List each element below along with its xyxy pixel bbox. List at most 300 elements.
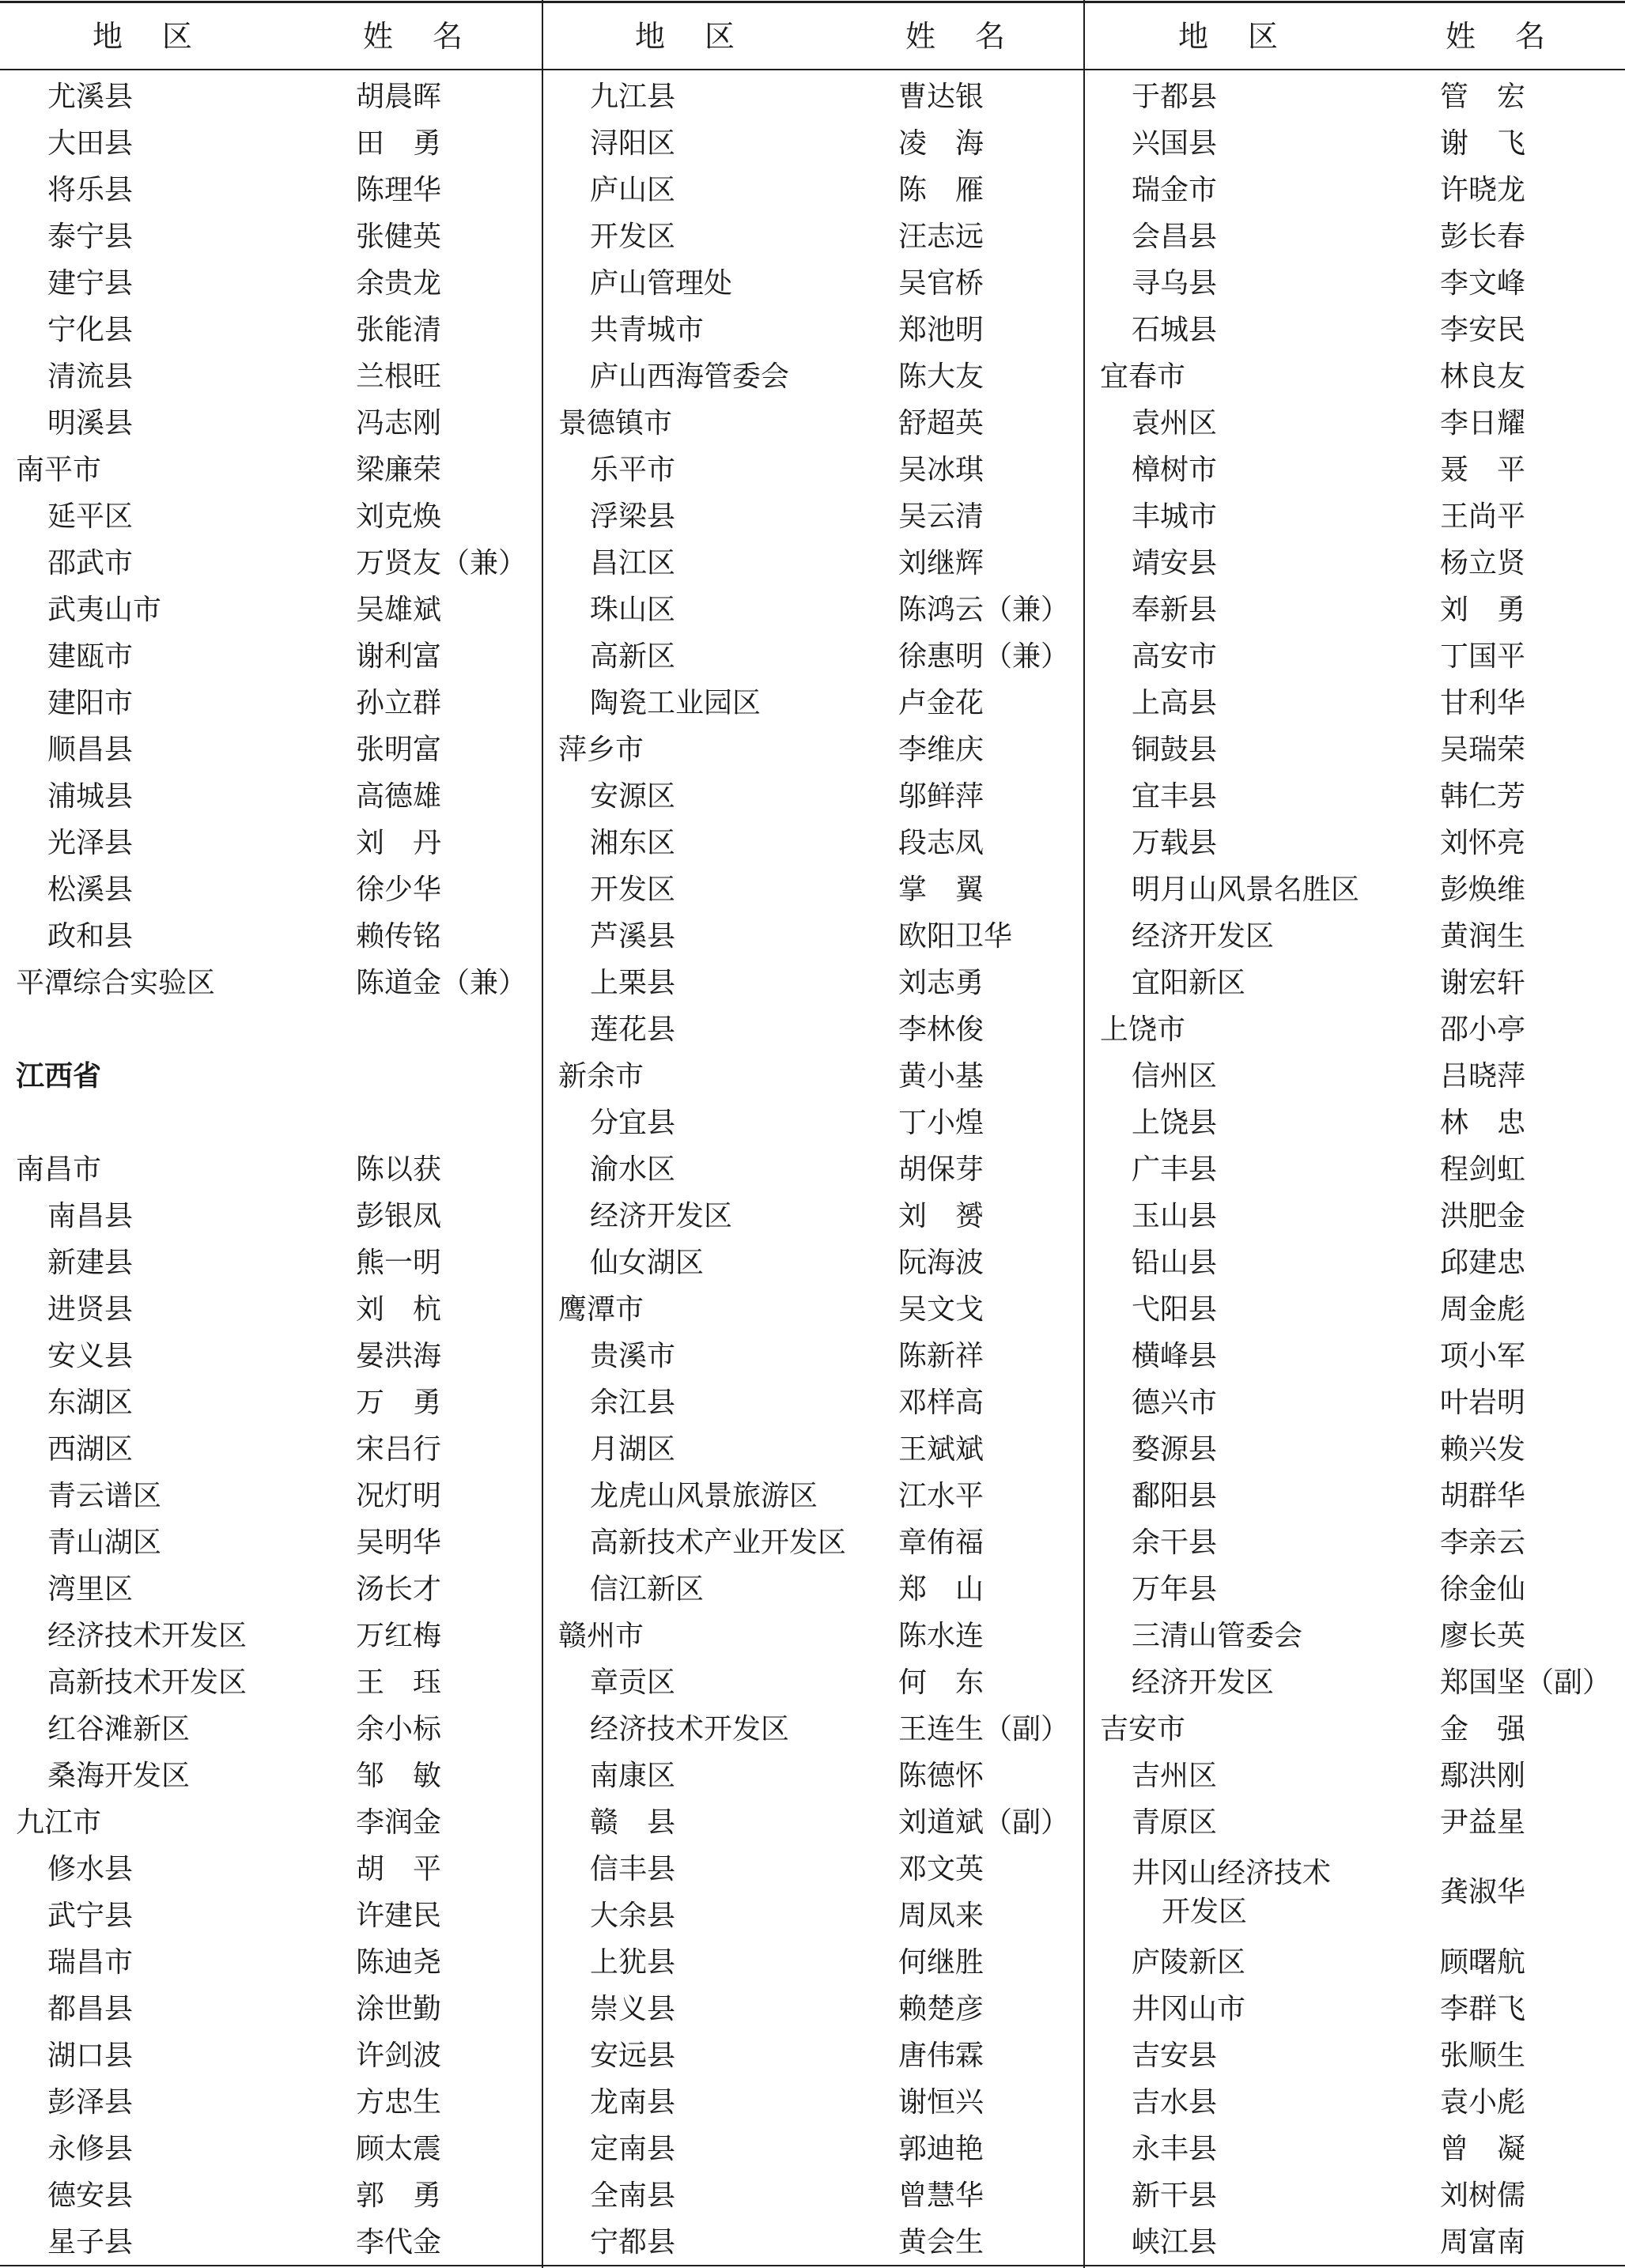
city-row [0,447,542,493]
table-row [542,680,1083,726]
table-row [0,1426,542,1473]
name-cell: 金 强 [1440,1713,1526,1745]
table-row [542,167,1083,213]
table-row [0,1613,542,1659]
header-name: 姓 名 [1445,19,1550,54]
table-row [542,493,1083,540]
region-cell: 经济开发区 [1132,920,1275,953]
table-row [0,74,542,120]
table-row [542,633,1083,680]
table-row [1084,2126,1625,2172]
table-row [0,2219,542,2266]
region-cell: 昌江区 [590,547,676,579]
region-cell: 上犹县 [590,1946,676,1979]
name-cell: 阮海波 [898,1247,984,1279]
city-row [542,1053,1083,1100]
city-row [1084,1006,1625,1053]
name-cell: 吴云清 [898,500,984,533]
name-cell: 刘 杭 [356,1293,442,1326]
table-row [542,866,1083,913]
region-cell: 开发区 [590,221,676,253]
name-cell: 李日耀 [1440,407,1526,440]
name-cell: 林良友 [1440,360,1526,393]
region-cell: 余江县 [590,1387,676,1419]
name-cell: 聂 平 [1440,454,1526,486]
region-cell: 浦城县 [47,780,134,813]
name-cell: 张健英 [356,221,442,253]
name-cell: 刘克焕 [356,500,442,533]
table-row [0,2079,542,2126]
province-heading-row [0,1053,542,1100]
table-row [1084,260,1625,307]
table-row [542,1753,1083,1799]
region-line: 井冈山经济技术 [1132,1857,1332,1889]
region-cell: 上饶县 [1132,1107,1218,1139]
region-cell: 政和县 [47,920,134,953]
table-row [1084,400,1625,447]
table-row [0,2126,542,2172]
region-cell: 珠山区 [590,594,676,626]
region-cell: 大田县 [47,127,134,160]
region-cell: 龙南县 [590,2086,676,2119]
name-cell: 郭 勇 [356,2179,442,2212]
region-cell: 吉州区 [1132,1760,1218,1792]
table-row [1084,540,1625,587]
name-cell: 邹 敏 [356,1760,442,1792]
table-row [1084,2079,1625,2126]
city-row [542,1286,1083,1333]
name-cell: 郑池明 [898,314,984,346]
region-cell: 信江新区 [590,1573,705,1606]
table-row [0,2172,542,2219]
header-name: 姓 名 [905,19,1010,54]
name-cell: 郑国坚（副） [1440,1666,1612,1699]
name-cell: 胡 平 [356,1853,442,1885]
name-cell: 梁廉荣 [356,454,442,486]
table-row [1084,1286,1625,1333]
name-cell: 高德雄 [356,780,442,813]
name-cell: 刘 丹 [356,827,442,859]
name-cell: 张明富 [356,734,442,766]
region-cell: 开发区 [590,874,676,906]
region-cell: 万载县 [1132,827,1218,859]
table-row [542,1006,1083,1053]
table-row [1084,1566,1625,1613]
region-cell: 高安市 [1132,640,1218,673]
name-cell: 刘继辉 [898,547,984,579]
table-row [1084,1799,1625,1846]
table-row [0,1473,542,1519]
name-cell: 兰根旺 [356,360,442,393]
region-cell: 西湖区 [47,1433,134,1466]
table-row [1084,1753,1625,1799]
name-cell: 孙立群 [356,687,442,719]
region-cell: 安源区 [590,780,676,813]
table-row [0,820,542,866]
region-cell: 湖口县 [47,2040,134,2072]
name-cell: 黄润生 [1440,920,1526,953]
table-row [542,1659,1083,1706]
region-cell: 婺源县 [1132,1433,1218,1466]
region-cell: 崇义县 [590,1993,676,2025]
region-cell: 都昌县 [47,1993,134,2025]
name-cell: 周凤来 [898,1900,984,1932]
region-cell: 浮梁县 [590,500,676,533]
table-row [1084,1379,1625,1426]
name-cell: 陈鸿云（兼） [898,594,1070,626]
table-row [0,2032,542,2079]
table-row [1084,1053,1625,1100]
city-row [0,1799,542,1846]
region-cell: 庐陵新区 [1132,1946,1246,1979]
region-cell: 奉新县 [1132,594,1218,626]
table-row [0,866,542,913]
table-row [1084,2032,1625,2079]
region-cell: 武夷山市 [47,594,162,626]
name-cell: 掌 翼 [898,874,984,906]
region-cell: 武宁县 [47,1900,134,1932]
region-cell: 进贤县 [47,1293,134,1326]
region-cell: 高新技术产业开发区 [590,1526,847,1559]
name-cell: 管 宏 [1440,81,1526,113]
table-row [542,913,1083,960]
table-row [0,167,542,213]
table-row [1084,1659,1625,1706]
name-cell: 谢宏轩 [1440,967,1526,999]
table-row [1084,1846,1625,1939]
region-cell: 兴国县 [1132,127,1218,160]
table-row [0,773,542,820]
region-cell: 樟树市 [1132,454,1218,486]
table-row [542,1986,1083,2032]
table-row [0,680,542,726]
name-cell: 胡群华 [1440,1480,1526,1512]
name-cell: 陈以获 [356,1153,442,1186]
region-cell: 永丰县 [1132,2133,1218,2165]
header-rule [0,69,1625,70]
name-cell: 谢 飞 [1440,127,1526,160]
region-cell: 宁都县 [590,2226,676,2259]
table-row [542,2172,1083,2219]
table-row [1084,1146,1625,1193]
region-line: 开发区 [1162,1896,1248,1928]
region-cell: 靖安县 [1132,547,1218,579]
name-cell: 邱建忠 [1440,1247,1526,1279]
blank-row [0,1100,542,1146]
province-heading: 江西省 [16,1060,102,1092]
name-cell: 陈 雁 [898,174,984,206]
name-cell: 李代金 [356,2226,442,2259]
name-cell: 许剑波 [356,2040,442,2072]
table-row [542,1333,1083,1379]
name-cell: 卢金花 [898,687,984,719]
region-cell: 光泽县 [47,827,134,859]
region-cell: 明溪县 [47,407,134,440]
region-cell: 余干县 [1132,1526,1218,1559]
region-cell: 高新区 [590,640,676,673]
name-cell: 余小标 [356,1713,442,1745]
name-cell: 况灯明 [356,1480,442,1512]
table-row [1084,1613,1625,1659]
name-cell: 吴文戈 [898,1293,984,1326]
table-row [542,2219,1083,2266]
city-row [1084,353,1625,400]
table-row [0,1659,542,1706]
name-cell: 刘树儒 [1440,2179,1526,2212]
table-row [0,1706,542,1753]
table-row [0,1193,542,1240]
region-cell: 鹰潭市 [558,1293,644,1326]
region-cell: 南昌县 [47,1200,134,1232]
region-cell: 贵溪市 [590,1340,676,1372]
name-cell: 陈德怀 [898,1760,984,1792]
region-cell: 于都县 [1132,81,1218,113]
table-row [1084,587,1625,633]
table-row [542,1706,1083,1753]
name-cell: 徐金仙 [1440,1573,1526,1606]
table-row [0,1333,542,1379]
region-cell: 吉安县 [1132,2040,1218,2072]
header-region: 地 区 [634,19,739,54]
name-cell: 廖长英 [1440,1620,1526,1652]
region-cell: 将乐县 [47,174,134,206]
region-cell: 湾里区 [47,1573,134,1606]
table-row [0,260,542,307]
table-row [0,353,542,400]
table-row [542,120,1083,167]
region-cell: 章贡区 [590,1666,676,1699]
name-cell: 黄小基 [898,1060,984,1092]
name-cell: 宋吕行 [356,1433,442,1466]
city-row [542,1613,1083,1659]
table-row [0,1846,542,1893]
name-cell: 陈大友 [898,360,984,393]
table-row [1084,633,1625,680]
region-cell: 宜阳新区 [1132,967,1246,999]
name-cell: 赖楚彦 [898,1993,984,2025]
name-cell: 袁小彪 [1440,2086,1526,2119]
name-cell: 汤长才 [356,1573,442,1606]
region-cell: 德兴市 [1132,1387,1218,1419]
region-cell [1132,1854,1331,1931]
table-row [542,307,1083,353]
name-cell: 涂世勤 [356,1993,442,2025]
table-row [0,1986,542,2032]
table-row [542,353,1083,400]
name-cell: 李林俊 [898,1013,984,1046]
name-cell: 刘道斌（副） [898,1806,1070,1839]
region-cell: 松溪县 [47,874,134,906]
name-cell: 陈新祥 [898,1340,984,1372]
region-cell: 上饶市 [1100,1013,1186,1046]
region-cell: 经济开发区 [1132,1666,1275,1699]
region-cell: 袁州区 [1132,407,1218,440]
region-cell: 平潭综合实验区 [16,967,216,999]
table-row [1084,307,1625,353]
region-cell: 信丰县 [590,1853,676,1885]
region-cell: 寻乌县 [1132,267,1218,300]
name-cell: 刘 勇 [1440,594,1526,626]
region-cell: 共青城市 [590,314,705,346]
table-row [1084,960,1625,1006]
name-cell: 韩仁芳 [1440,780,1526,813]
name-cell: 李维庆 [898,734,984,766]
region-cell: 芦溪县 [590,920,676,953]
table-row [1084,773,1625,820]
region-cell: 德安县 [47,2179,134,2212]
region-cell: 经济技术开发区 [47,1620,248,1652]
region-cell: 庐山区 [590,174,676,206]
region-cell: 湘东区 [590,827,676,859]
name-cell: 江水平 [898,1480,984,1512]
region-cell: 建宁县 [47,267,134,300]
name-cell: 陈道金（兼） [356,967,527,999]
table-row [0,120,542,167]
region-cell: 广丰县 [1132,1153,1218,1186]
region-cell: 宜春市 [1100,360,1186,393]
table-row [542,587,1083,633]
region-cell: 红谷滩新区 [47,1713,191,1745]
region-cell: 星子县 [47,2226,134,2259]
table-row [0,1286,542,1333]
table-row [1084,1519,1625,1566]
region-cell: 丰城市 [1132,500,1218,533]
name-cell: 邬鲜萍 [898,780,984,813]
table-row [542,447,1083,493]
region-cell: 铜鼓县 [1132,734,1218,766]
name-cell: 章侑福 [898,1526,984,1559]
name-cell: 周富南 [1440,2226,1526,2259]
table-row [542,1799,1083,1846]
name-cell: 项小军 [1440,1340,1526,1372]
region-cell: 陶瓷工业园区 [590,687,761,719]
name-cell: 曹达银 [898,81,984,113]
table-row [1084,1100,1625,1146]
region-cell: 会昌县 [1132,221,1218,253]
name-cell: 谢恒兴 [898,2086,984,2119]
table-row [0,1753,542,1799]
table-row [1084,167,1625,213]
table-row [1084,1473,1625,1519]
column-1 [0,74,542,2266]
name-cell: 叶岩明 [1440,1387,1526,1419]
name-cell: 甘利华 [1440,687,1526,719]
region-cell: 明月山风景名胜区 [1132,874,1360,906]
name-cell: 谢利富 [356,640,442,673]
name-cell: 余贵龙 [356,267,442,300]
name-cell: 陈迪尧 [356,1946,442,1979]
table-row [1084,74,1625,120]
region-cell: 青云谱区 [47,1480,162,1512]
region-cell: 吉水县 [1132,2086,1218,2119]
name-cell: 刘志勇 [898,967,984,999]
table-row [542,1100,1083,1146]
table-row [542,540,1083,587]
name-cell: 邓文英 [898,1853,984,1885]
table-row [0,540,542,587]
name-cell: 李群飞 [1440,1993,1526,2025]
region-cell: 顺昌县 [47,734,134,766]
name-cell: 吴明华 [356,1526,442,1559]
city-row [0,1146,542,1193]
region-cell: 仙女湖区 [590,1247,705,1279]
name-cell: 许晓龙 [1440,174,1526,206]
name-cell: 杨立贤 [1440,547,1526,579]
name-cell: 邓样高 [898,1387,984,1419]
name-cell: 吴冰琪 [898,454,984,486]
region-cell: 安远县 [590,2040,676,2072]
name-cell: 段志凤 [898,827,984,859]
name-cell: 鄢洪刚 [1440,1760,1526,1792]
table-row [0,493,542,540]
name-cell: 王尚平 [1440,500,1526,533]
region-cell: 分宜县 [590,1107,676,1139]
table-row [0,1939,542,1986]
name-cell: 张能清 [356,314,442,346]
table-row [542,1566,1083,1613]
region-cell: 青原区 [1132,1806,1218,1839]
region-cell: 全南县 [590,2179,676,2212]
region-cell: 景德镇市 [558,407,673,440]
region-cell: 新建县 [47,1247,134,1279]
name-cell: 林 忠 [1440,1107,1526,1139]
name-cell: 熊一明 [356,1247,442,1279]
table-row [0,1893,542,1939]
city-row [1084,1706,1625,1753]
table-row [542,213,1083,260]
region-cell: 南康区 [590,1760,676,1792]
table-row [542,1519,1083,1566]
region-cell: 桑海开发区 [47,1760,191,1792]
table-row [0,307,542,353]
region-cell: 建瓯市 [47,640,134,673]
table-row [542,1846,1083,1893]
table-row [542,820,1083,866]
region-cell: 玉山县 [1132,1200,1218,1232]
region-cell: 东湖区 [47,1387,134,1419]
table-row [1084,447,1625,493]
header-region: 地 区 [92,19,197,54]
name-cell: 晏洪海 [356,1340,442,1372]
name-cell: 何继胜 [898,1946,984,1979]
table-row [542,74,1083,120]
region-cell: 修水县 [47,1853,134,1885]
region-cell: 南平市 [16,454,102,486]
region-cell: 建阳市 [47,687,134,719]
city-row [542,400,1083,447]
table-row [0,726,542,773]
name-cell: 冯志刚 [356,407,442,440]
name-cell: 胡晨晖 [356,81,442,113]
region-cell: 峡江县 [1132,2226,1218,2259]
name-cell: 方忠生 [356,2086,442,2119]
region-cell: 乐平市 [590,454,676,486]
name-cell: 李文峰 [1440,267,1526,300]
name-cell: 尹益星 [1440,1806,1526,1839]
region-cell: 永修县 [47,2133,134,2165]
region-cell: 赣 县 [590,1806,676,1839]
region-cell: 泰宁县 [47,221,134,253]
region-cell: 高新技术开发区 [47,1666,248,1699]
name-cell: 徐惠明（兼） [898,640,1070,673]
region-cell: 横峰县 [1132,1340,1218,1372]
header-name: 姓 名 [362,19,467,54]
table-row [1084,1240,1625,1286]
table-row [1084,1986,1625,2032]
table-row [1084,1333,1625,1379]
name-cell: 万红梅 [356,1620,442,1652]
name-cell: 万贤友（兼） [356,547,527,579]
